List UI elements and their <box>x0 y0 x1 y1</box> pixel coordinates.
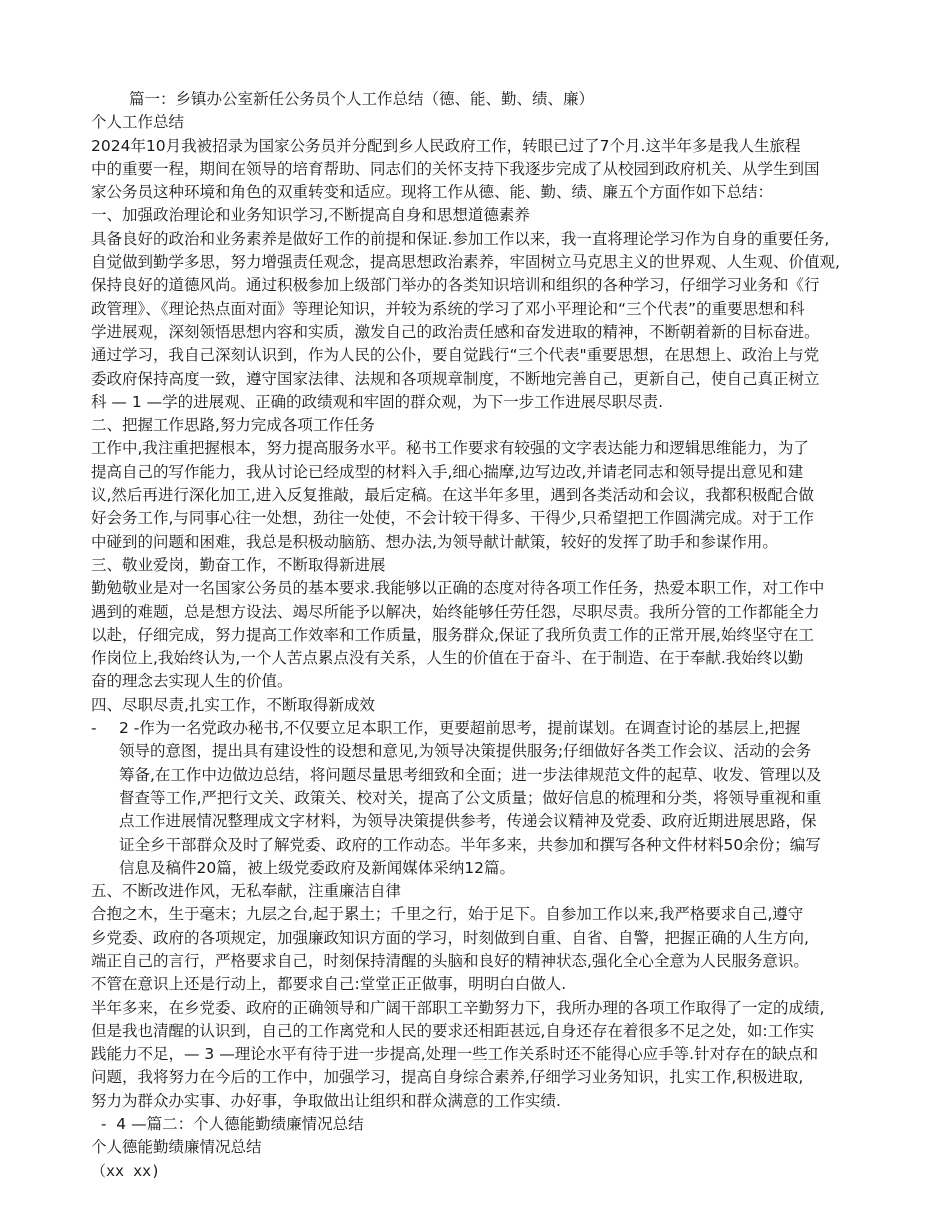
text-line: 政管理》、《理论热点面对面》等理论知识，并较为系统的学习了邓小平理论和“三个代表”的重要思想和科 <box>91 299 805 318</box>
intro-paragraph <box>91 135 871 205</box>
text-line: 提高自己的写作能力，我从讨论已经成型的材料入手,细心揣摩,边写边改,并请老同志和领导提出意见和建 <box>91 462 804 481</box>
text-line: 保持良好的道德风尚。通过积极参加上级部门举办的各类知识培训和组织的各种学习，仔细学习业务和《行 <box>91 276 820 295</box>
text-line: 2 -作为一名党政办秘书,不仅要立足本职工作，更要超前思考，提前谋划。在调查讨论的基层上,把握 <box>119 719 801 738</box>
section-body-2 <box>91 437 871 553</box>
text-line: 具备良好的政治和业务素养是做好工作的前提和保证.参加工作以来，我一直将理论学习作为自身的重要任务, <box>91 229 830 248</box>
section-body-3 <box>91 577 871 693</box>
text-line: 遇到的难题，总是想方设法、竭尽所能予以解决，始终能够任劳任怨，尽职尽责。我所分管的工作都能全力 <box>91 602 820 621</box>
text-line: 奋的理念去实现人生的价值。 <box>91 672 293 691</box>
text-line: 筹备,在工作中边做边总结，将问题尽量思考细致和全面；进一步法律规范文件的起草、收发、管理以及 <box>119 765 822 784</box>
text-line: 好会务工作,与同事心往一处想，劲往一处使，不会计较干得多、干得少,只希望把工作圆满完成。对于工作 <box>91 509 814 528</box>
text-line: 领导的意图，提出具有建设性的设想和意见,为领导决策提供服务;仔细做好各类工作会议、活动的会务 <box>119 742 812 761</box>
text-line: 端正自己的言行，严格要求自己，时刻保持清醒的头脑和良好的精神状态,强化全心全意为人民服务意识。 <box>91 951 809 970</box>
text-line: 不管在意识上还是行动上，都要求自己:堂堂正正做事，明明白白做人. <box>91 975 567 994</box>
document-title: 篇一：乡镇办公室新任公务员个人工作总结（德、能、勤、绩、廉） <box>129 90 595 108</box>
list-marker: - <box>91 719 97 738</box>
text-line: 自觉做到勤学多思，努力增强责任观念，提高思想政治素养，牢固树立马克思主义的世界观、人生观、价值观, <box>91 253 840 272</box>
list-item <box>91 717 871 880</box>
text-line: 工作中,我注重把握根本，努力提高服务水平。秘书工作要求有较强的文字表达能力和逻辑思维能力，为了 <box>91 439 809 458</box>
text-line: 学进展观，深刻领悟思想内容和实质，激发自己的政治责任感和奋发进取的精神，不断朝着新的目标奋进。 <box>91 322 820 341</box>
section-heading-2: 二、把握工作思路,努力完成各项工作任务 <box>91 416 375 435</box>
text-line: 委政府保持高度一致，遵守国家法律、法规和各项规章制度，不断地完善自己，更新自己，使自己真正树立 <box>91 369 820 388</box>
text-line: 科 — 1 —学的进展观、正确的政绩观和牢固的群众观，为下一步工作进展尽职尽责. <box>91 392 664 411</box>
text-line: 中的重要一程，期间在领导的培育帮助、同志们的关怀支持下我逐步完成了从校园到政府机关、从学生到国 <box>91 159 820 178</box>
text-line: 但是我也清醒的认识到，自己的工作离党和人民的要求还相距甚远,自身还存在着很多不足之处，如:工作实 <box>91 1021 815 1040</box>
text-line: 督查等工作,严把行文关、政策关、校对关，提高了公文质量；做好信息的梳理和分类，将领导重视和重 <box>119 788 822 807</box>
text-line: 合抱之木，生于毫末；九层之台,起于累土；千里之行，始于足下。自参加工作以来,我严格要求自己,遵守 <box>91 905 804 924</box>
text-line: 勤勉敬业是对一名国家公务员的基本要求.我能够以正确的态度对待各项工作任务，热爱本职工作，对工作中 <box>91 579 825 598</box>
section-heading-5: 五、不断改进作风，无私奉献，注重廉洁自律 <box>91 882 402 901</box>
text-line: 2024年10月我被招录为国家公务员并分配到乡人民政府工作，转眼已过了7个月.这半年多是我人生旅程 <box>91 136 801 155</box>
part-two-heading: - 4 —篇二：个人德能勤绩廉情况总结 <box>91 1115 364 1134</box>
text-line: 努力为群众办实事、办好事，争取做出让组织和群众满意的工作实绩. <box>91 1091 561 1110</box>
section-subtitle: 个人工作总结 <box>91 113 185 132</box>
text-line: 议,然后再进行深化加工,进入反复推敲，最后定稿。在这半年多里，遇到各类活动和会议，我都积极配合做 <box>91 486 814 505</box>
document-page <box>91 88 871 1183</box>
text-line: 践能力不足，— 3 —理论水平有待于进一步提高,处理一些工作关系时还不能得心应手等.针对存在的缺点和 <box>91 1045 819 1064</box>
text-line: 信息及稿件20篇，被上级党委政府及新闻媒体采纳12篇。 <box>119 858 515 877</box>
section-heading-4: 四、尽职尽责,扎实工作，不断取得新成效 <box>91 695 375 714</box>
text-line: 中碰到的问题和困难，我总是积极动脑筋、想办法,为领导献计献策，较好的发挥了助手和参谋作用。 <box>91 532 778 551</box>
section-body-5 <box>91 903 871 996</box>
list-item-body <box>119 717 821 880</box>
text-line: 问题，我将努力在今后的工作中，加强学习，提高自身综合素养,仔细学习业务知识，扎实工作,积极进取, <box>91 1068 804 1087</box>
part-two-title: 个人德能勤绩廉情况总结 <box>91 1138 262 1157</box>
conclusion-paragraph <box>91 997 871 1113</box>
section-heading-3: 三、敬业爱岗，勤奋工作，不断取得新进展 <box>91 555 386 574</box>
author-placeholder: （xx xx) <box>91 1161 161 1180</box>
text-line: 以赴，仔细完成，努力提高工作效率和工作质量，服务群众,保证了我所负责工作的正常开展,始终坚守在工 <box>91 625 814 644</box>
section-heading-1: 一、加强政治理论和业务知识学习,不断提高自身和思想道德素养 <box>91 206 530 225</box>
text-line: 半年多来，在乡党委、政府的正确领导和广阔干部职工辛勤努力下，我所办理的各项工作取得了一定的成绩, <box>91 998 825 1017</box>
text-line: 通过学习，我自己深刻认识到，作为人民的公仆，要自觉践行“三个代表"重要思想，在思想上、政治上与党 <box>91 346 820 365</box>
text-line: 点工作进展情况整理成文字材料，为领导决策提供参考，传递会议精神及党委、政府近期进展思路，保 <box>119 812 817 831</box>
text-line: 家公务员这种环境和角色的双重转变和适应。现将工作从德、能、勤、绩、廉五个方面作如下总结： <box>91 183 774 202</box>
section-body-1 <box>91 228 871 414</box>
text-line: 证全乡干部群众及时了解党委、政府的工作动态。半年多来，共参加和撰写各种文件材料50余份；编写 <box>119 835 821 854</box>
text-line: 乡党委、政府的各项规定，加强廉政知识方面的学习，时刻做到自重、自省、自警，把握正确的人生方向, <box>91 928 809 947</box>
text-line: 作岗位上,我始终认为,一个人苦点累点没有关系，人生的价值在于奋斗、在于制造、在于奉献.我始终以勤 <box>91 649 804 668</box>
